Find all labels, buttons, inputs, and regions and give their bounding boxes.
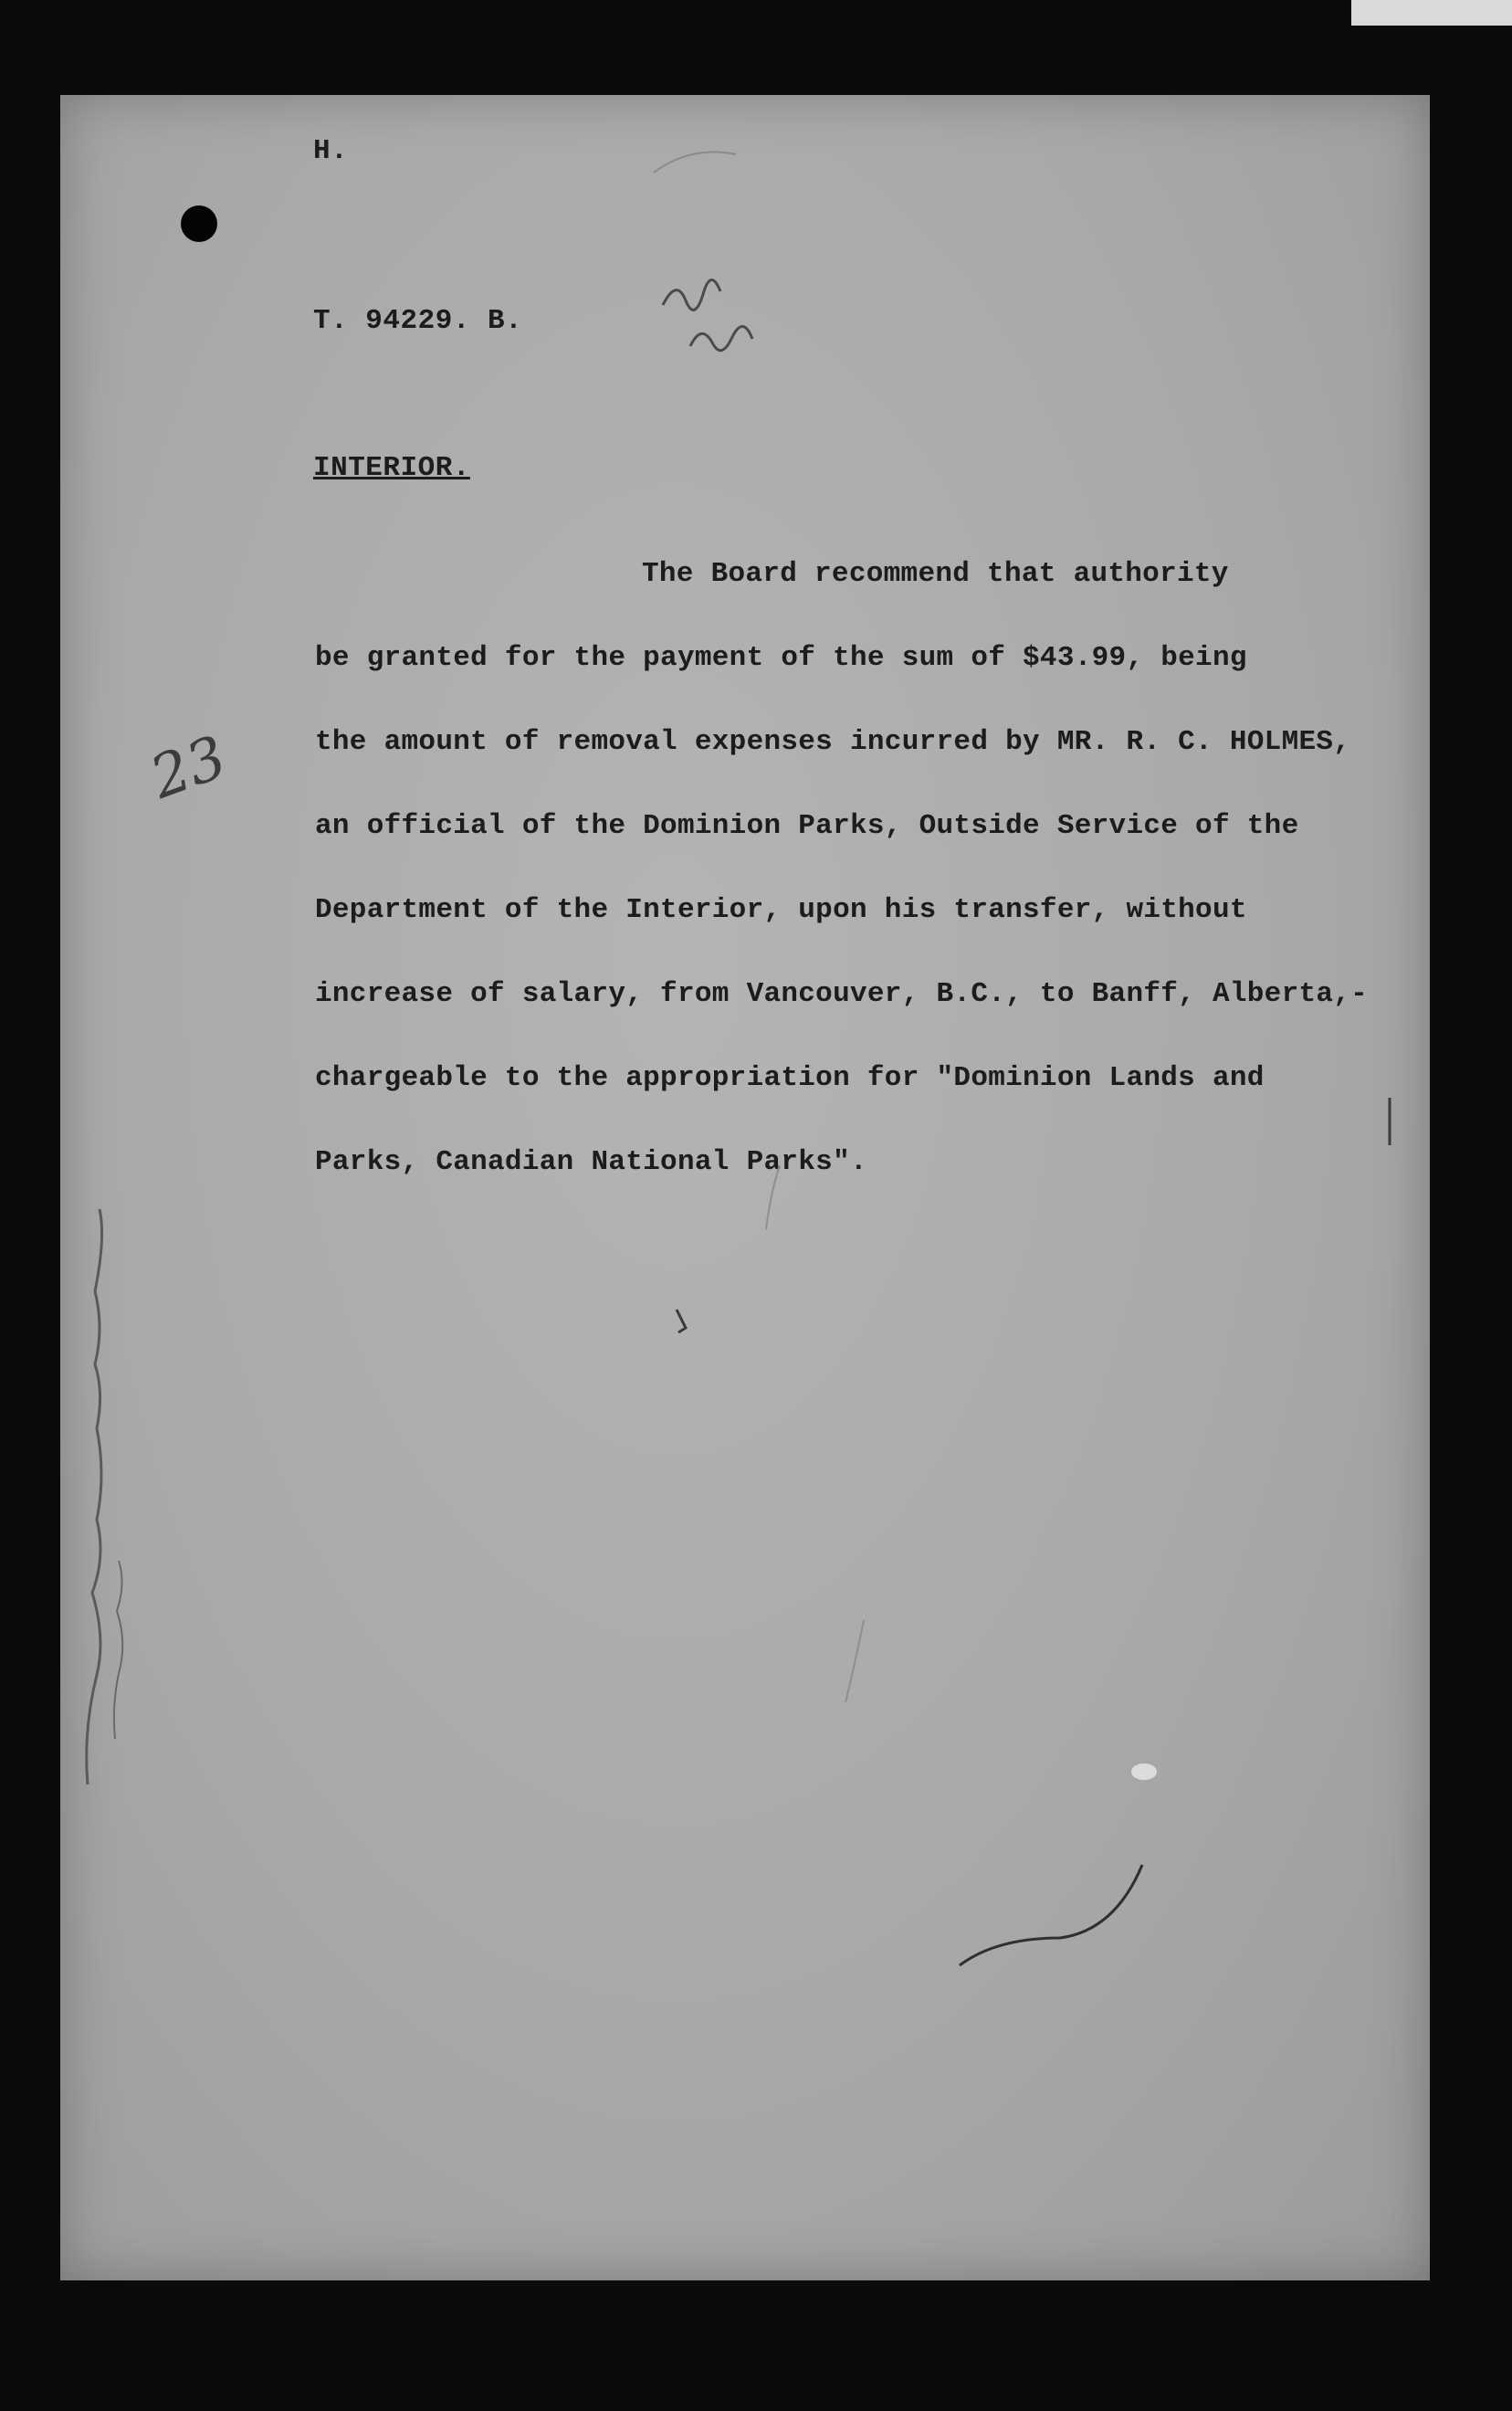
- body-line: increase of salary, from Vancouver, B.C., to Banff, Alberta,-: [315, 978, 1369, 1010]
- document-page: [60, 95, 1430, 2280]
- body-line: Department of the Interior, upon his transfer, without: [315, 894, 1247, 926]
- pen-stroke-lower: [960, 1865, 1142, 1965]
- pen-mark: [677, 1310, 686, 1332]
- margin-number: 23: [142, 723, 236, 813]
- handwritten-marks: [60, 95, 1430, 2280]
- margin-signature: [87, 1209, 102, 1785]
- film-scratch: [766, 1165, 780, 1229]
- film-scratch: [845, 1620, 864, 1702]
- body-line: The Board recommend that authority: [642, 558, 1229, 590]
- reference-number: T. 94229. B.: [313, 305, 523, 337]
- film-speck: [1131, 1764, 1157, 1780]
- body-line: the amount of removal expenses incurred by MR. R. C. HOLMES,: [315, 726, 1351, 758]
- header-mark: H.: [313, 135, 349, 167]
- department-heading: INTERIOR.: [313, 452, 470, 484]
- initials-signature: [663, 280, 752, 351]
- body-line: chargeable to the appropriation for "Dominion Lands and: [315, 1062, 1265, 1094]
- body-line: an official of the Dominion Parks, Outside Service of the: [315, 810, 1299, 842]
- body-line: Parks, Canadian National Parks".: [315, 1146, 867, 1178]
- film-edge: [1351, 0, 1512, 26]
- body-line: be granted for the payment of the sum of $43.99, being: [315, 642, 1247, 674]
- margin-note: [114, 1561, 122, 1739]
- pen-stroke: [654, 153, 736, 174]
